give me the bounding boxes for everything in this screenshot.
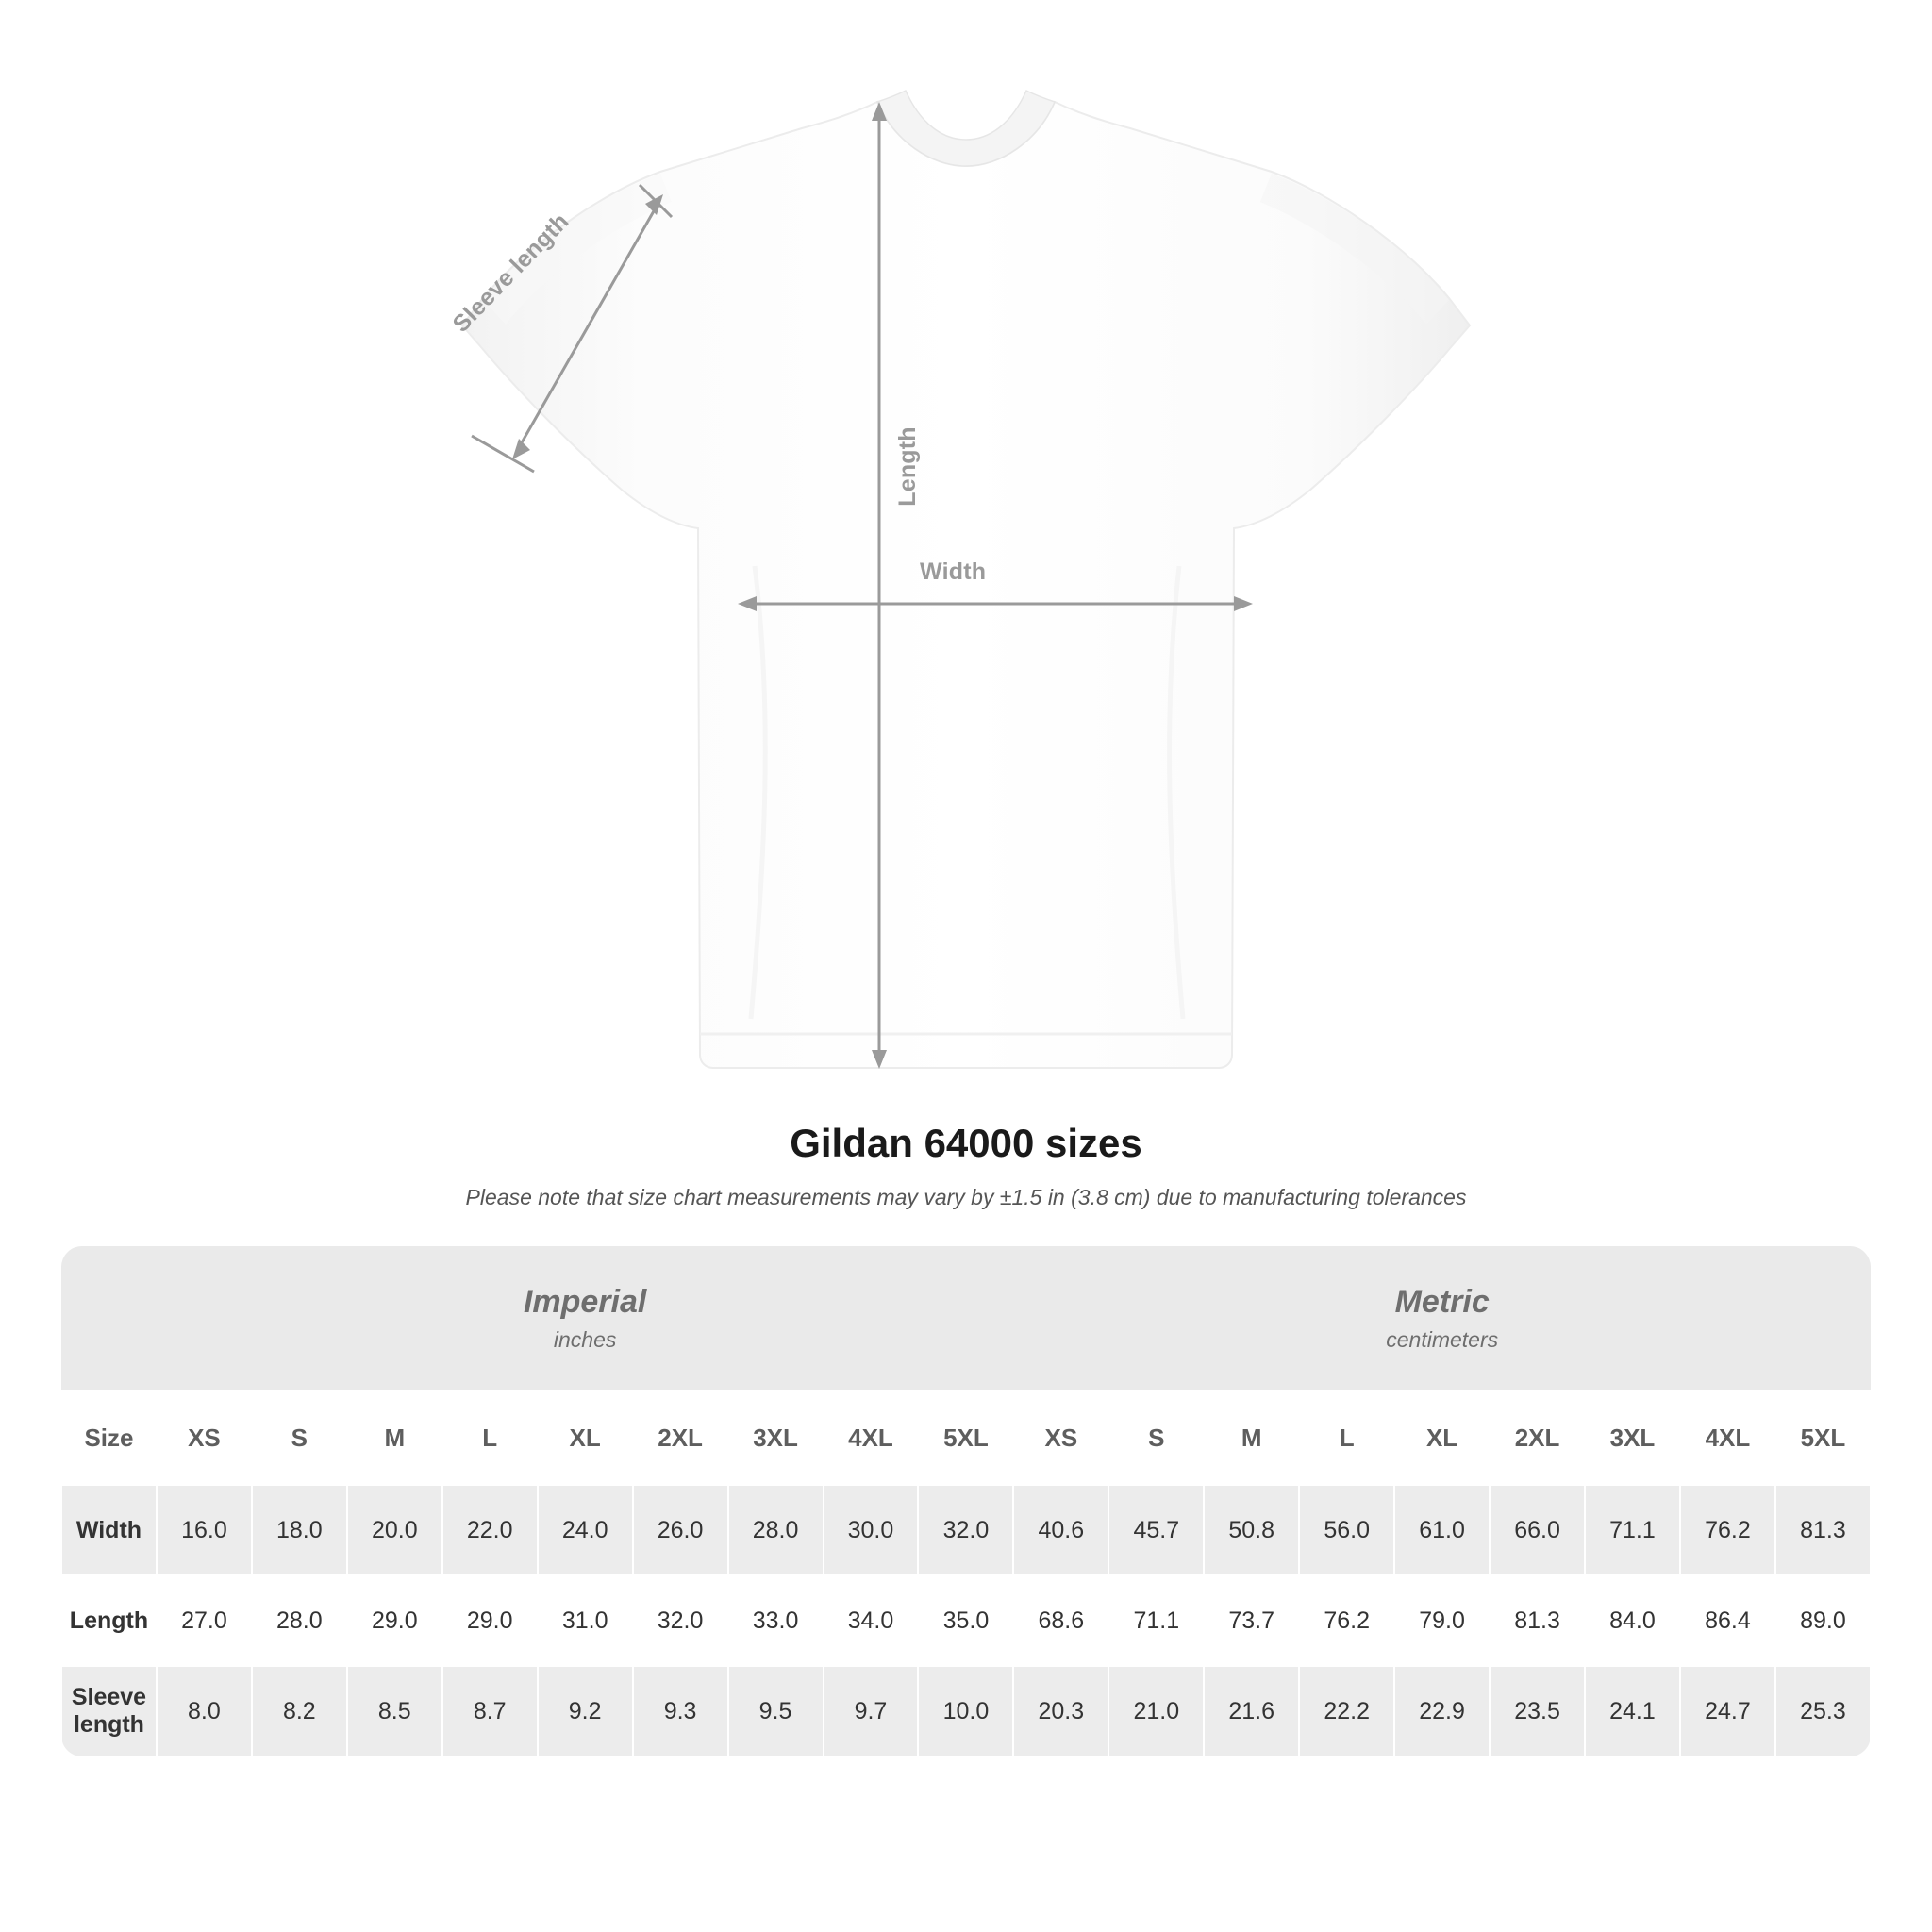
table-row xyxy=(61,1666,1871,1757)
cell-length-14: 81.3 xyxy=(1490,1575,1585,1666)
cell-width-2: 20.0 xyxy=(347,1485,442,1575)
size-col-s-metric: S xyxy=(1108,1391,1204,1485)
cell-length-17: 89.0 xyxy=(1775,1575,1871,1666)
size-col-2xl-imperial: 2XL xyxy=(633,1391,728,1485)
cell-width-8: 32.0 xyxy=(918,1485,1013,1575)
cell-sleeve-5: 9.3 xyxy=(633,1666,728,1757)
cell-sleeve-17: 25.3 xyxy=(1775,1666,1871,1757)
row-label-width: Width xyxy=(61,1485,157,1575)
cell-width-15: 71.1 xyxy=(1585,1485,1680,1575)
imperial-subtitle: inches xyxy=(553,1326,617,1352)
cell-sleeve-9: 20.3 xyxy=(1013,1666,1108,1757)
imperial-title: Imperial xyxy=(523,1284,647,1321)
cell-sleeve-2: 8.5 xyxy=(347,1666,442,1757)
size-col-3xl-metric: 3XL xyxy=(1585,1391,1680,1485)
size-col-l-imperial: L xyxy=(442,1391,538,1485)
size-col-xl-metric: XL xyxy=(1394,1391,1490,1485)
cell-sleeve-16: 24.7 xyxy=(1680,1666,1775,1757)
width-label: Width xyxy=(920,558,987,585)
size-col-2xl-metric: 2XL xyxy=(1490,1391,1585,1485)
cell-width-17: 81.3 xyxy=(1775,1485,1871,1575)
cell-sleeve-1: 8.2 xyxy=(252,1666,347,1757)
size-col-xl-imperial: XL xyxy=(538,1391,633,1485)
cell-width-10: 45.7 xyxy=(1108,1485,1204,1575)
cell-width-16: 76.2 xyxy=(1680,1485,1775,1575)
imperial-group-header xyxy=(157,1246,1013,1391)
cell-width-7: 30.0 xyxy=(824,1485,919,1575)
cell-sleeve-15: 24.1 xyxy=(1585,1666,1680,1757)
cell-sleeve-12: 22.2 xyxy=(1299,1666,1394,1757)
length-label: Length xyxy=(893,426,921,507)
size-col-xs-metric: XS xyxy=(1013,1391,1108,1485)
tolerance-note: Please note that size chart measurements may vary by ±1.5 in (3.8 cm) due to manufacturing tolerances xyxy=(465,1185,1467,1209)
sleeve-length-label: Sleeve length xyxy=(447,208,575,338)
cell-sleeve-3: 8.7 xyxy=(442,1666,538,1757)
cell-sleeve-10: 21.0 xyxy=(1108,1666,1204,1757)
cell-sleeve-4: 9.2 xyxy=(538,1666,633,1757)
cell-width-5: 26.0 xyxy=(633,1485,728,1575)
cell-length-0: 27.0 xyxy=(157,1575,252,1666)
cell-length-6: 33.0 xyxy=(728,1575,824,1666)
size-table-wrapper xyxy=(60,1246,1872,1757)
metric-subtitle: centimeters xyxy=(1386,1326,1499,1352)
size-col-l-metric: L xyxy=(1299,1391,1394,1485)
row-label-sleeve-length: Sleeve length xyxy=(61,1666,157,1757)
cell-sleeve-7: 9.7 xyxy=(824,1666,919,1757)
cell-width-1: 18.0 xyxy=(252,1485,347,1575)
cell-length-5: 32.0 xyxy=(633,1575,728,1666)
cell-sleeve-8: 10.0 xyxy=(918,1666,1013,1757)
cell-width-13: 61.0 xyxy=(1394,1485,1490,1575)
page-title: Gildan 64000 sizes xyxy=(790,1121,1142,1165)
cell-length-3: 29.0 xyxy=(442,1575,538,1666)
cell-length-11: 73.7 xyxy=(1204,1575,1299,1666)
cell-length-7: 34.0 xyxy=(824,1575,919,1666)
metric-group-header xyxy=(1013,1246,1871,1391)
unit-header-row xyxy=(61,1246,1871,1391)
size-col-4xl-metric: 4XL xyxy=(1680,1391,1775,1485)
cell-sleeve-11: 21.6 xyxy=(1204,1666,1299,1757)
cell-length-15: 84.0 xyxy=(1585,1575,1680,1666)
row-label-length: Length xyxy=(61,1575,157,1666)
size-col-m-metric: M xyxy=(1204,1391,1299,1485)
cell-length-2: 29.0 xyxy=(347,1575,442,1666)
cell-width-6: 28.0 xyxy=(728,1485,824,1575)
cell-width-3: 22.0 xyxy=(442,1485,538,1575)
size-table xyxy=(60,1246,1872,1757)
cell-length-12: 76.2 xyxy=(1299,1575,1394,1666)
size-col-m-imperial: M xyxy=(347,1391,442,1485)
cell-length-9: 68.6 xyxy=(1013,1575,1108,1666)
cell-width-4: 24.0 xyxy=(538,1485,633,1575)
size-col-5xl-imperial: 5XL xyxy=(918,1391,1013,1485)
cell-length-4: 31.0 xyxy=(538,1575,633,1666)
size-col-s-imperial: S xyxy=(252,1391,347,1485)
cell-length-16: 86.4 xyxy=(1680,1575,1775,1666)
cell-sleeve-14: 23.5 xyxy=(1490,1666,1585,1757)
cell-length-13: 79.0 xyxy=(1394,1575,1490,1666)
cell-sleeve-13: 22.9 xyxy=(1394,1666,1490,1757)
unit-corner-cell xyxy=(61,1246,157,1391)
table-row xyxy=(61,1485,1871,1575)
size-row-header: Size xyxy=(61,1391,157,1485)
size-col-3xl-imperial: 3XL xyxy=(728,1391,824,1485)
size-col-5xl-metric: 5XL xyxy=(1775,1391,1871,1485)
cell-length-1: 28.0 xyxy=(252,1575,347,1666)
cell-width-12: 56.0 xyxy=(1299,1485,1394,1575)
cell-width-11: 50.8 xyxy=(1204,1485,1299,1575)
size-col-4xl-imperial: 4XL xyxy=(824,1391,919,1485)
cell-width-14: 66.0 xyxy=(1490,1485,1585,1575)
cell-sleeve-6: 9.5 xyxy=(728,1666,824,1757)
cell-width-0: 16.0 xyxy=(157,1485,252,1575)
table-row xyxy=(61,1575,1871,1666)
cell-width-9: 40.6 xyxy=(1013,1485,1108,1575)
metric-title: Metric xyxy=(1394,1284,1490,1321)
cell-length-10: 71.1 xyxy=(1108,1575,1204,1666)
size-header-row xyxy=(61,1391,1871,1485)
cell-length-8: 35.0 xyxy=(918,1575,1013,1666)
cell-sleeve-0: 8.0 xyxy=(157,1666,252,1757)
size-col-xs-imperial: XS xyxy=(157,1391,252,1485)
